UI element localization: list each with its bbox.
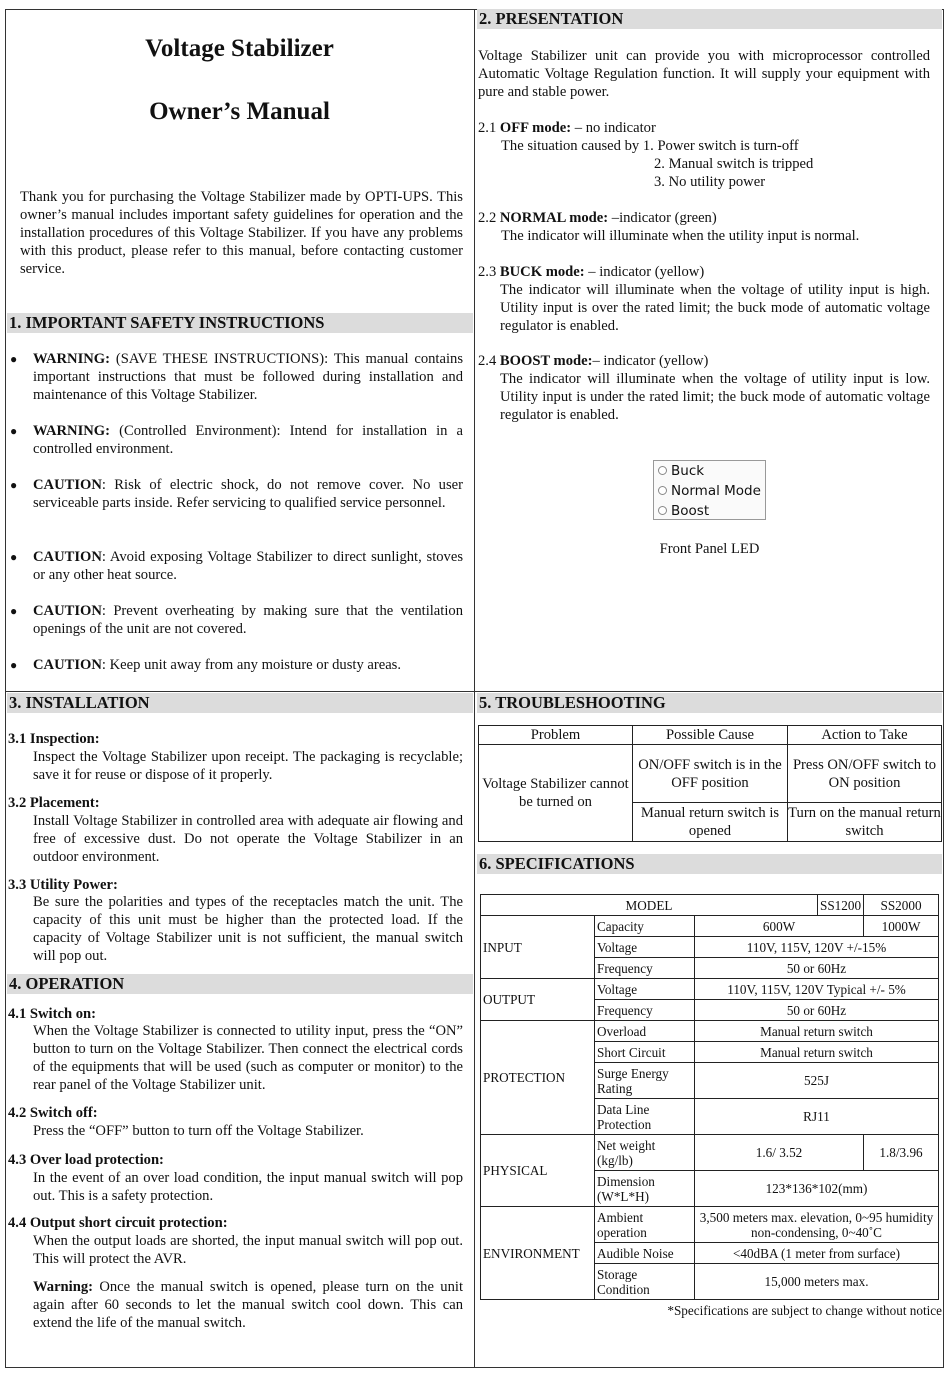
spec-footnote: *Specifications are subject to change without notice xyxy=(667,1303,942,1318)
surge-label: Surge Energy Rating xyxy=(595,1063,695,1099)
troubleshooting-heading: 5. TROUBLESHOOTING xyxy=(477,693,942,713)
dataline-label: Data Line Protection xyxy=(595,1099,695,1135)
bullet-icon: ● xyxy=(10,352,18,366)
bullet-icon: ● xyxy=(10,478,18,492)
action-cell: Press ON/OFF switch to ON position xyxy=(788,745,942,803)
model-ss2000: SS2000 xyxy=(864,895,939,916)
inspection-title: 3.1 Inspection: xyxy=(8,731,100,747)
over-load-text: In the event of an over load condition, the input manual switch will pop out. This is a safety protection. xyxy=(33,1170,463,1204)
short-circuit-title: 4.4 Output short circuit protection: xyxy=(8,1215,228,1231)
cause-cell: Manual return switch is opened xyxy=(633,803,788,842)
model-label: MODEL xyxy=(481,895,818,916)
row-divider xyxy=(5,691,944,692)
utility-power-text: Be sure the polarities and types of the receptacles match the unit. The capacity of this unit must be higher than the protected load. If the capacity of Voltage Stabilizer unit is not sufficient, the manual switch will pop out. xyxy=(33,894,463,964)
capacity-ss2000: 1000W xyxy=(864,916,939,937)
front-panel-led xyxy=(653,460,766,520)
normal-mode-title: 2.2 NORMAL mode: –indicator (green) xyxy=(478,210,717,226)
manual-subtitle: Owner’s Manual xyxy=(149,98,330,125)
voltage-label: Voltage xyxy=(595,937,695,958)
led-buck: Buck xyxy=(654,461,765,481)
short-circuit-value: Manual return switch xyxy=(695,1042,939,1063)
environment-label: ENVIRONMENT xyxy=(481,1207,595,1300)
safety-item: WARNING: (SAVE THESE INSTRUCTIONS): This manual contains important instructions that must be followed during installation and maintenance of this Voltage Stabilizer. xyxy=(33,351,463,403)
off-mode-line: The situation caused by 1. Power switch is turn-off xyxy=(501,138,799,154)
bullet-icon: ● xyxy=(10,424,18,438)
bullet-icon: ● xyxy=(10,604,18,618)
frequency-label: Frequency xyxy=(595,958,695,979)
weight-ss1200: 1.6/ 3.52 xyxy=(695,1135,864,1171)
header-problem: Problem xyxy=(479,726,633,745)
utility-power-title: 3.3 Utility Power: xyxy=(8,877,118,893)
over-load-title: 4.3 Over load protection: xyxy=(8,1152,164,1168)
off-mode-line: 2. Manual switch is tripped xyxy=(654,156,814,172)
bullet-icon: ● xyxy=(10,550,18,564)
input-frequency-value: 50 or 60Hz xyxy=(695,958,939,979)
off-mode-title: 2.1 OFF mode: – no indicator xyxy=(478,120,656,136)
off-mode-line: 3. No utility power xyxy=(654,174,766,190)
storage-label: Storage Condition xyxy=(595,1264,695,1300)
intro-paragraph: Thank you for purchasing the Voltage Stabilizer made by OPTI-UPS. This owner’s manual includes important safety guidelines for operation and the installation procedures of this Voltage Stabilizer. If you have any problems with this product, please refer to this manual, before contacting customer service. xyxy=(20,189,463,277)
safety-item: CAUTION: Keep unit away from any moisture or dusty areas. xyxy=(33,657,402,673)
noise-value: <40dBA (1 meter from surface) xyxy=(695,1243,939,1264)
safety-item: CAUTION: Avoid exposing Voltage Stabilizer to direct sunlight, stoves or any other heat source. xyxy=(33,549,463,583)
safety-item: CAUTION: Risk of electric shock, do not remove cover. No user serviceable parts inside. Refer servicing to qualified service personnel. xyxy=(33,477,463,511)
switch-on-title: 4.1 Switch on: xyxy=(8,1006,96,1022)
placement-title: 3.2 Placement: xyxy=(8,795,100,811)
troubleshooting-table xyxy=(478,725,942,842)
surge-value: 525J xyxy=(695,1063,939,1099)
output-frequency-value: 50 or 60Hz xyxy=(695,1000,939,1021)
weight-ss2000: 1.8/3.96 xyxy=(864,1135,939,1171)
operation-heading: 4. OPERATION xyxy=(7,974,473,994)
inspection-text: Inspect the Voltage Stabilizer upon receipt. The packaging is recyclable; save it for reuse or dispose of it properly. xyxy=(33,749,463,783)
safety-item: WARNING: (Controlled Environment): Intend for installation in a controlled environment. xyxy=(33,423,463,457)
output-voltage-value: 110V, 115V, 120V Typical +/- 5% xyxy=(695,979,939,1000)
protection-label: PROTECTION xyxy=(481,1021,595,1135)
placement-text: Install Voltage Stabilizer in controlled area with adequate air flowing and free of excessive dust. Do not operate the Voltage Stabilizer in an outdoor environment. xyxy=(33,813,463,865)
ambient-value: 3,500 meters max. elevation, 0~95 humidity non-condensing, 0~40˚C xyxy=(695,1207,939,1243)
switch-on-text: When the Voltage Stabilizer is connected to utility input, press the “ON” button to turn on the Voltage Stabilizer. Then connect the electrical cords of the equipments that will be used (such as computer or monitor) to the rear panel of the Voltage Stabilizer unit. xyxy=(33,1023,463,1093)
short-circuit-label: Short Circuit xyxy=(595,1042,695,1063)
output-label: OUTPUT xyxy=(481,979,595,1021)
radio-icon xyxy=(658,466,667,475)
cause-cell: ON/OFF switch is in the OFF position xyxy=(633,745,788,803)
overload-label: Overload xyxy=(595,1021,695,1042)
column-divider xyxy=(474,9,475,1368)
input-label: INPUT xyxy=(481,916,595,979)
overload-value: Manual return switch xyxy=(695,1021,939,1042)
problem-cell: Voltage Stabilizer cannot be turned on xyxy=(479,745,633,842)
led-caption: Front Panel LED xyxy=(659,541,760,557)
radio-icon xyxy=(658,506,667,515)
capacity-label: Capacity xyxy=(595,916,695,937)
led-boost: Boost xyxy=(654,501,765,521)
dataline-value: RJ11 xyxy=(695,1099,939,1135)
bullet-icon: ● xyxy=(10,658,18,672)
header-action: Action to Take xyxy=(788,726,942,745)
physical-label: PHYSICAL xyxy=(481,1135,595,1207)
model-ss1200: SS1200 xyxy=(818,895,864,916)
installation-heading: 3. INSTALLATION xyxy=(7,693,473,713)
voltage-label: Voltage xyxy=(595,979,695,1000)
safety-heading: 1. IMPORTANT SAFETY INSTRUCTIONS xyxy=(7,313,473,333)
specifications-heading: 6. SPECIFICATIONS xyxy=(477,854,942,874)
presentation-heading: 2. PRESENTATION xyxy=(477,9,942,29)
header-cause: Possible Cause xyxy=(633,726,788,745)
warning-note: Warning: Once the manual switch is opened, please turn on the unit again after 60 seconds to let the manual switch cool down. This can extend the life of the manual switch. xyxy=(33,1279,463,1331)
ambient-label: Ambient operation xyxy=(595,1207,695,1243)
switch-off-title: 4.2 Switch off: xyxy=(8,1105,98,1121)
dimension-value: 123*136*102(mm) xyxy=(695,1171,939,1207)
switch-off-text: Press the “OFF” button to turn off the Voltage Stabilizer. xyxy=(33,1123,364,1139)
input-voltage-value: 110V, 115V, 120V +/-15% xyxy=(695,937,939,958)
boost-mode-desc: The indicator will illuminate when the voltage of utility input is low. Utility input is under the rated limit; the buck mode of automatic voltage regulator is enabled. xyxy=(500,371,930,423)
led-normal: Normal Mode xyxy=(654,481,765,501)
storage-value: 15,000 meters max. xyxy=(695,1264,939,1300)
safety-item: CAUTION: Prevent overheating by making sure that the ventilation openings of the unit are not covered. xyxy=(33,603,463,637)
buck-mode-title: 2.3 BUCK mode: – indicator (yellow) xyxy=(478,264,705,280)
boost-mode-title: 2.4 BOOST mode:– indicator (yellow) xyxy=(478,353,709,369)
net-weight-label: Net weight (kg/lb) xyxy=(595,1135,695,1171)
buck-mode-desc: The indicator will illuminate when the voltage of utility input is high. Utility input is over the rated limit; the buck mode of automatic voltage regulator is enabled. xyxy=(500,282,930,334)
radio-icon xyxy=(658,486,667,495)
action-cell: Turn on the manual return switch xyxy=(788,803,942,842)
noise-label: Audible Noise xyxy=(595,1243,695,1264)
normal-mode-desc: The indicator will illuminate when the utility input is normal. xyxy=(501,228,860,244)
specifications-table xyxy=(480,894,939,1300)
manual-title: Voltage Stabilizer xyxy=(145,35,334,62)
short-circuit-text: When the output loads are shorted, the input manual switch will pop out. This will protect the AVR. xyxy=(33,1233,463,1267)
capacity-ss1200: 600W xyxy=(695,916,864,937)
dimension-label: Dimension (W*L*H) xyxy=(595,1171,695,1207)
frequency-label: Frequency xyxy=(595,1000,695,1021)
presentation-intro: Voltage Stabilizer unit can provide you with microprocessor controlled Automatic Voltage Regulation function. It will supply your equipment with pure and stable power. xyxy=(478,48,930,100)
